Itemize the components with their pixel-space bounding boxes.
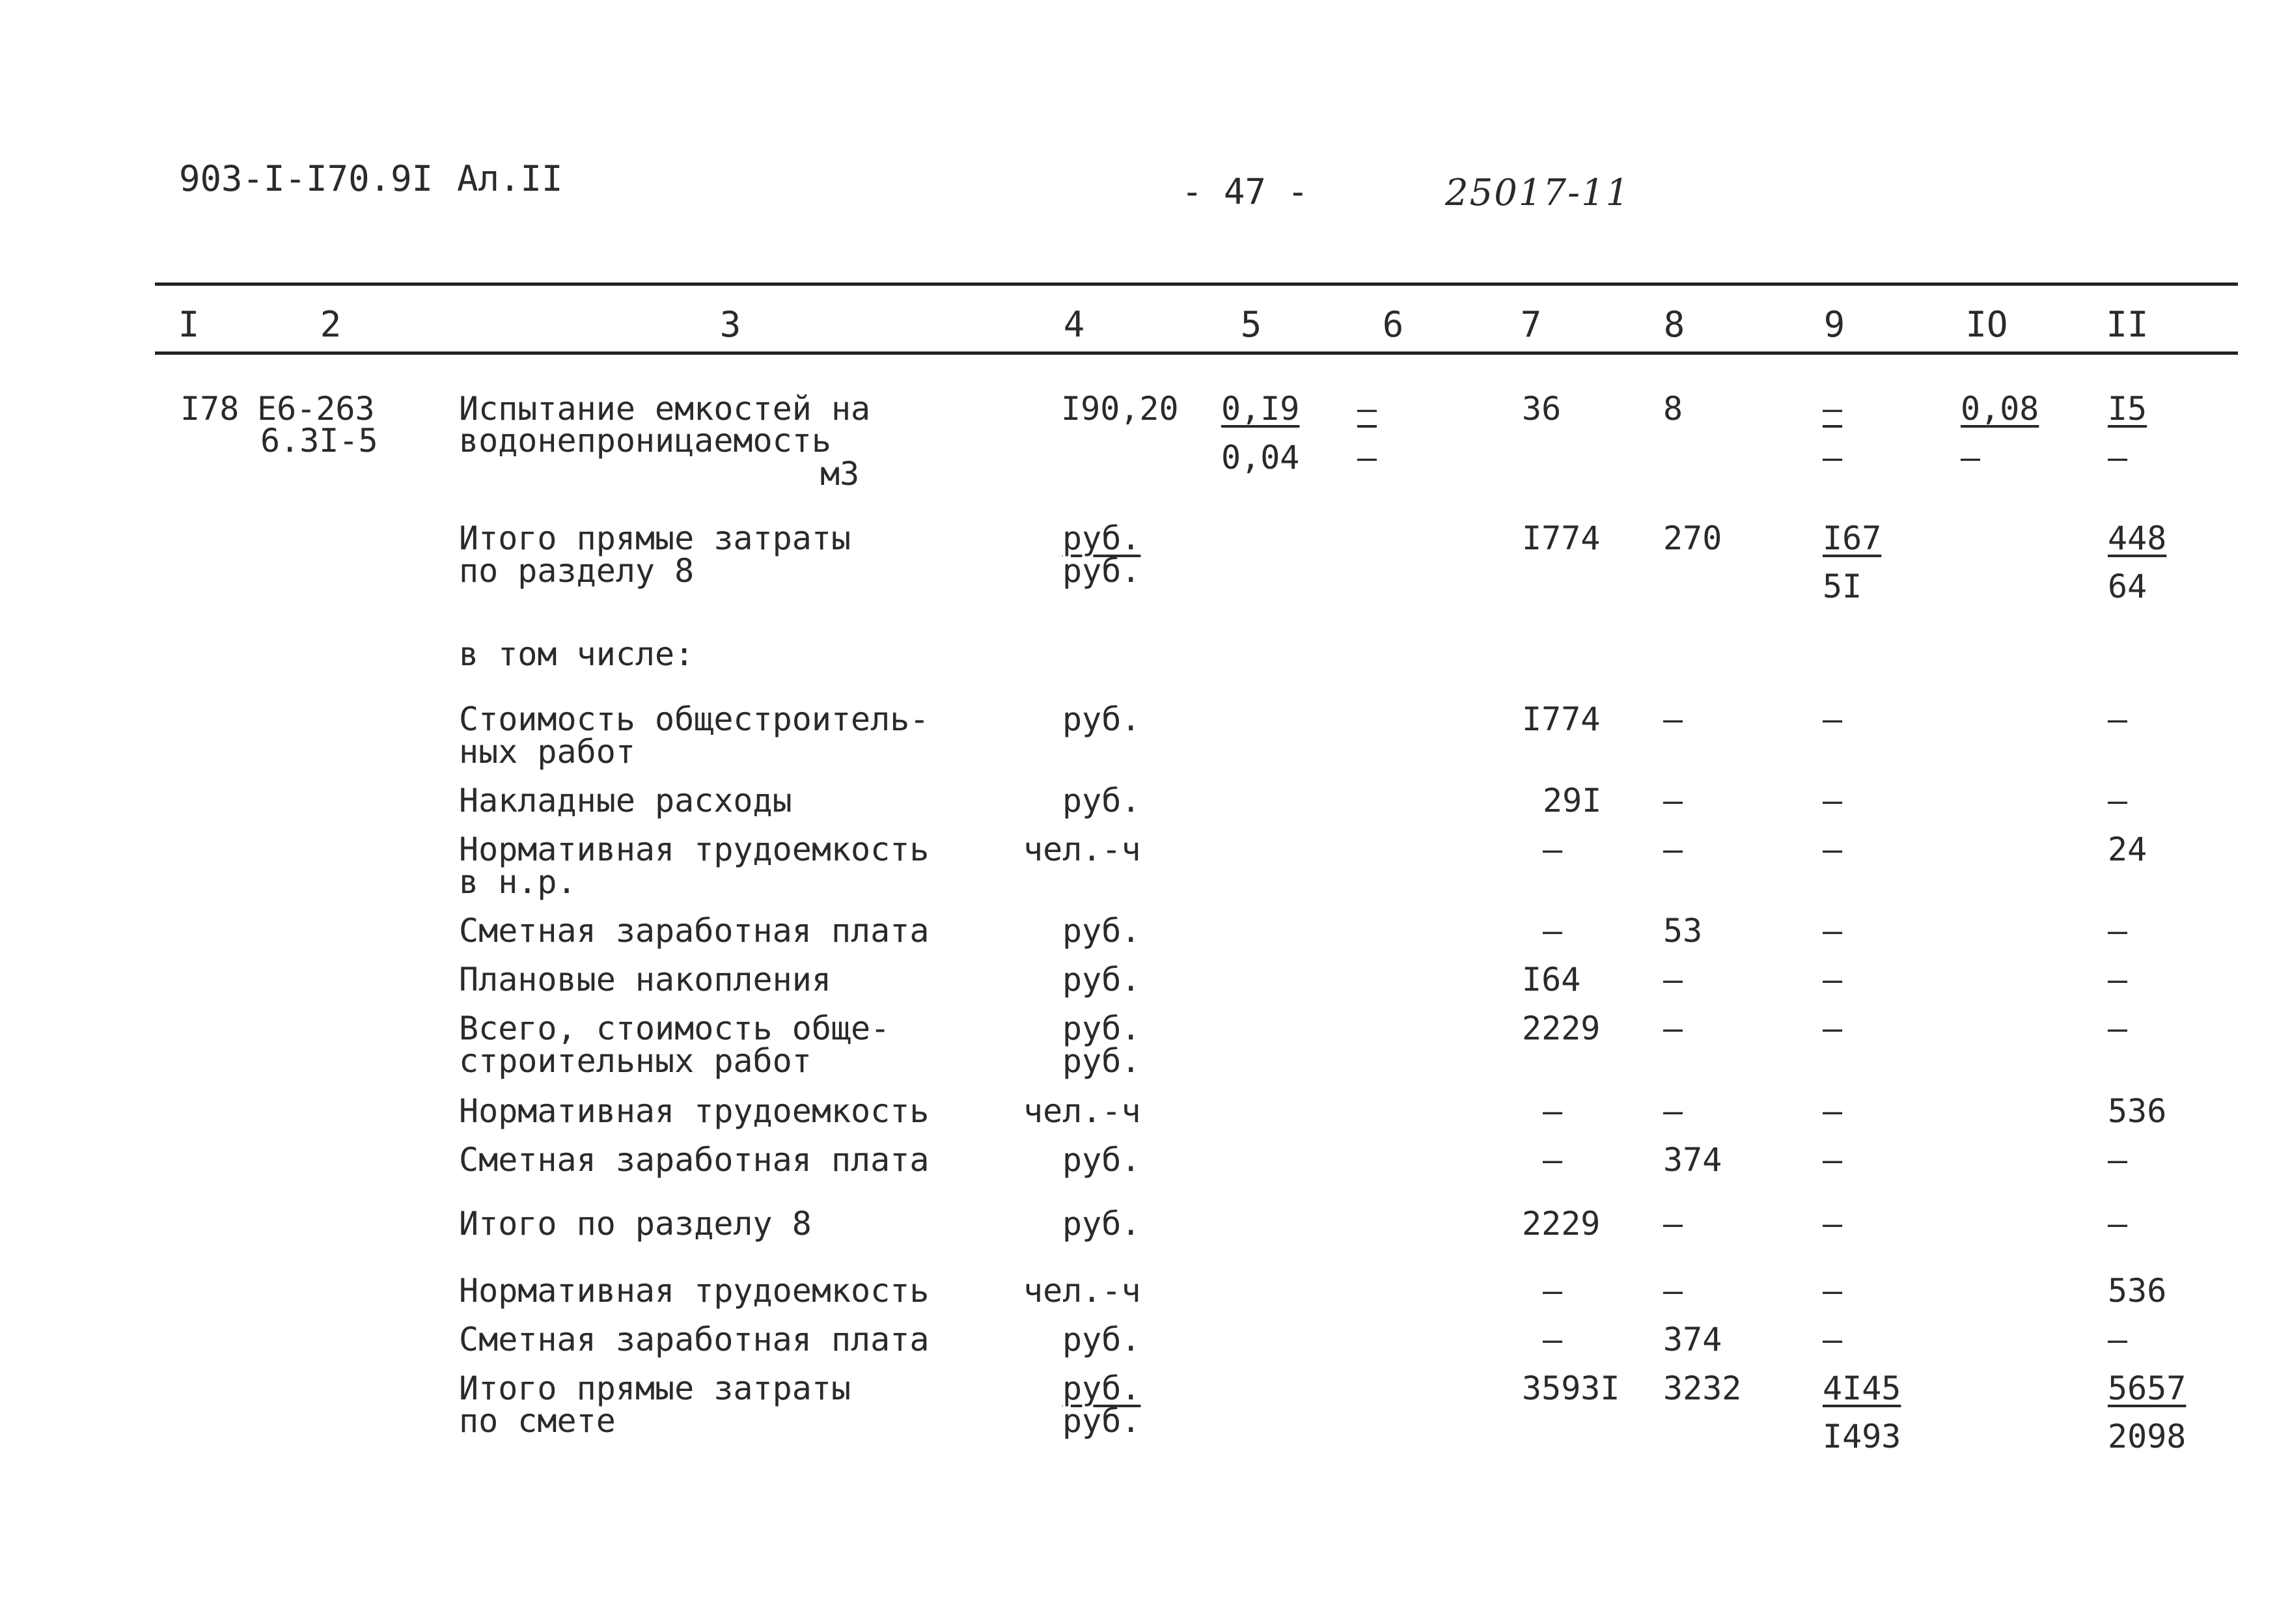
estimate-total-unit2: руб. (1062, 1402, 1141, 1440)
col-header-1: I (178, 304, 200, 345)
row-col7: – (1543, 1272, 1563, 1310)
row-col8: 53 (1663, 912, 1703, 950)
row-col7: – (1543, 831, 1563, 868)
estimate-total-label-line2: по смете (459, 1402, 616, 1440)
row-col11: – (2108, 912, 2128, 950)
item-unit: м3 (820, 455, 860, 493)
row-col11: 536 (2108, 1092, 2167, 1130)
section8-total-unit2: руб. (1062, 552, 1141, 590)
row-label-line1: Всего, стоимость обще- (459, 1010, 890, 1047)
row-col8: – (1663, 1092, 1683, 1130)
section8-total-col9-bottom: 5I (1823, 568, 1862, 605)
row-col11: – (2108, 1010, 2128, 1047)
item-col7: 36 (1522, 390, 1562, 428)
row-label-line2: строительных работ (459, 1042, 812, 1080)
row-col7: I774 (1522, 700, 1601, 738)
page-number: - 47 - (1181, 171, 1309, 212)
row-unit: руб. (1062, 1010, 1141, 1047)
col-header-10: IO (1965, 304, 2008, 345)
section8-total-unit1: руб. (1062, 519, 1141, 557)
document-code: 903-I-I70.9I (179, 158, 434, 199)
estimate-total-label-line1: Итого прямые затраты (459, 1369, 851, 1407)
item-col10-bottom: – (1961, 439, 1981, 476)
row-col11: 536 (2108, 1272, 2167, 1310)
row-unit: руб. (1062, 782, 1141, 819)
row-label-line1: Сметная заработная плата (459, 1141, 930, 1179)
item-col9-top: – (1823, 390, 1843, 428)
row-col9: – (1823, 831, 1843, 868)
estimate-total-col9-bottom: I493 (1823, 1418, 1901, 1455)
col-header-5: 5 (1240, 304, 1262, 345)
section8-total-col11-top: 448 (2108, 519, 2167, 557)
row-col7: – (1543, 1321, 1563, 1358)
col-header-7: 7 (1520, 304, 1542, 345)
item-name-line2: водонепроницаемость (459, 422, 831, 460)
row-col8: – (1663, 700, 1683, 738)
row-unit: руб. (1062, 961, 1141, 998)
col-header-3: 3 (719, 304, 741, 345)
row-label-line2: ных работ (459, 733, 635, 771)
item-col8: 8 (1663, 390, 1683, 428)
section8-total-col7: I774 (1522, 519, 1601, 557)
table-top-rule (155, 282, 2238, 286)
row-col7: 29I (1543, 782, 1602, 819)
row-col11: – (2108, 700, 2128, 738)
estimate-total-col8: 3232 (1663, 1369, 1742, 1407)
row-unit: чел.-ч (1023, 1272, 1141, 1310)
row-unit: чел.-ч (1023, 1092, 1141, 1130)
row-col7: 2229 (1522, 1205, 1601, 1243)
section8-total-col9-top: I67 (1823, 519, 1882, 557)
row-unit: руб. (1062, 912, 1141, 950)
estimate-total-col7: 3593I (1522, 1369, 1620, 1407)
row-unit: руб. (1062, 700, 1141, 738)
handwritten-inventory-number: 25017-11 (1445, 172, 1631, 214)
row-col7: – (1543, 912, 1563, 950)
row-col9: – (1823, 782, 1843, 819)
row-col7: – (1543, 1141, 1563, 1179)
col-header-9: 9 (1823, 304, 1845, 345)
col-header-8: 8 (1663, 304, 1685, 345)
row-col7: 2229 (1522, 1010, 1601, 1047)
row-col9: – (1823, 1092, 1843, 1130)
item-code-sub: 6.3I-5 (260, 422, 378, 460)
col-header-4: 4 (1063, 304, 1085, 345)
item-col11-top: I5 (2108, 390, 2147, 428)
row-col11: 24 (2108, 831, 2147, 868)
row-col8: – (1663, 831, 1683, 868)
row-unit2: руб. (1062, 1042, 1141, 1080)
item-col5-bottom: 0,04 (1221, 439, 1300, 476)
section8-total-col11-bottom: 64 (2108, 568, 2147, 605)
row-col9: – (1823, 1205, 1843, 1243)
row-col7: I64 (1522, 961, 1581, 998)
row-col11: – (2108, 1321, 2128, 1358)
estimate-total-col11-bottom: 2098 (2108, 1418, 2187, 1455)
item-col11-bottom: – (2108, 439, 2128, 476)
row-unit: руб. (1062, 1321, 1141, 1358)
row-col8: – (1663, 1272, 1683, 1310)
including-heading: в том числе: (459, 635, 695, 673)
row-label-line1: Нормативная трудоемкость (459, 1272, 930, 1310)
row-label-line1: Накладные расходы (459, 782, 792, 819)
row-label-line1: Сметная заработная плата (459, 1321, 930, 1358)
row-unit: руб. (1062, 1205, 1141, 1243)
row-col9: – (1823, 1321, 1843, 1358)
row-label-line1: Итого по разделу 8 (459, 1205, 812, 1243)
row-label-line1: Сметная заработная плата (459, 912, 930, 950)
col-header-2: 2 (320, 304, 342, 345)
col-header-6: 6 (1382, 304, 1404, 345)
item-number: I78 (180, 390, 240, 428)
col-header-11: II (2106, 304, 2149, 345)
row-label-line1: Нормативная трудоемкость (459, 1092, 930, 1130)
estimate-total-col11-top: 5657 (2108, 1369, 2187, 1407)
row-label-line1: Нормативная трудоемкость (459, 831, 930, 868)
row-label-line1: Плановые накопления (459, 961, 831, 998)
item-col9-bottom: – (1823, 439, 1843, 476)
row-col11: – (2108, 1205, 2128, 1243)
section8-total-col8: 270 (1663, 519, 1722, 557)
row-col9: – (1823, 912, 1843, 950)
row-unit: руб. (1062, 1141, 1141, 1179)
album-number: Ал.II (457, 158, 563, 199)
row-col8: – (1663, 961, 1683, 998)
estimate-total-col9-top: 4I45 (1823, 1369, 1901, 1407)
row-col8: – (1663, 1205, 1683, 1243)
row-col9: – (1823, 1010, 1843, 1047)
row-label-line1: Стоимость общестроитель- (459, 700, 930, 738)
item-name-line1: Испытание емкостей на (459, 390, 871, 428)
row-col11: – (2108, 1141, 2128, 1179)
row-unit: чел.-ч (1023, 831, 1141, 868)
estimate-total-unit1: руб. (1062, 1369, 1141, 1407)
section8-total-label-line2: по разделу 8 (459, 552, 695, 590)
row-col7: – (1543, 1092, 1563, 1130)
row-col8: 374 (1663, 1141, 1722, 1179)
row-col9: – (1823, 1272, 1843, 1310)
section8-total-label-line1: Итого прямые затраты (459, 519, 851, 557)
row-col9: – (1823, 961, 1843, 998)
row-col9: – (1823, 1141, 1843, 1179)
row-col11: – (2108, 782, 2128, 819)
table-header-rule (155, 351, 2238, 355)
item-code: Е6-263 (257, 390, 375, 428)
item-col6-top: – (1357, 390, 1377, 428)
row-col11: – (2108, 961, 2128, 998)
item-quantity: I90,20 (1061, 390, 1179, 428)
item-col5-top: 0,I9 (1221, 390, 1300, 428)
item-col6-bottom: – (1357, 439, 1377, 476)
row-col8: – (1663, 1010, 1683, 1047)
row-col9: – (1823, 700, 1843, 738)
row-label-line2: в н.р. (459, 863, 577, 901)
row-col8: 374 (1663, 1321, 1722, 1358)
row-col8: – (1663, 782, 1683, 819)
item-col10-top: 0,08 (1961, 390, 2039, 428)
